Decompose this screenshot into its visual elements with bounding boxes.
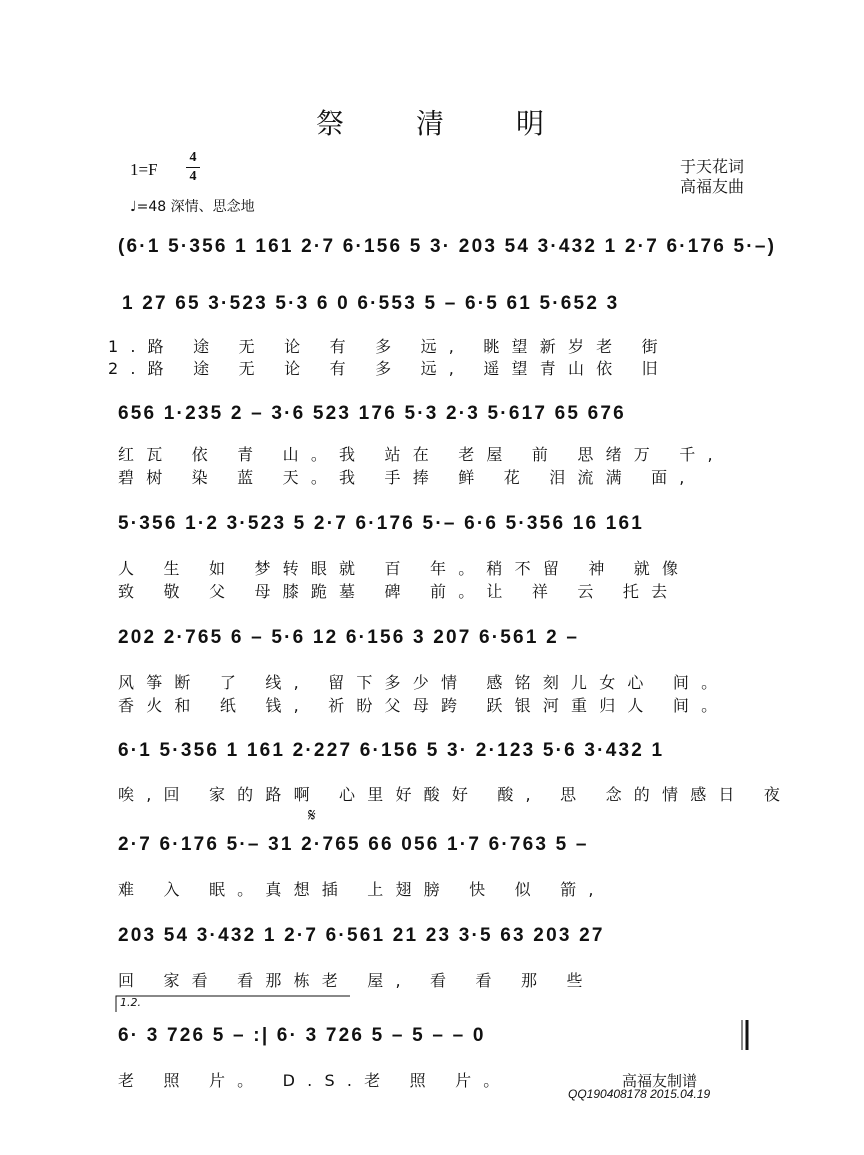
lyric-8: 回 家看 看那栋老 屋, 看 看 那 些 (118, 971, 595, 990)
notation-line-5: 202 2·765 6 – 5·6 12 6·156 3 207 6·561 2 – (118, 627, 580, 648)
lyric-9: 老 照 片。 D.S.老 照 片。 (118, 1071, 512, 1090)
title-char-1: 祭 (315, 107, 348, 140)
lyric-2-verse-1: 1.路 途 无 论 有 多 远, 眺望新岁老 街 (108, 337, 670, 356)
lyric-3-verse-2: 碧树 染 蓝 天。我 手捧 鲜 花 泪流满 面, (118, 468, 697, 487)
notation-line-7: 2·7 6·176 5·– 31 2·765 66 056 1·7 6·763 5 – (118, 834, 589, 855)
lyric-5-verse-1: 风筝断 了 线, 留下多少情 感铭刻儿女心 间。 (118, 673, 730, 692)
time-signature-top: 4 (189, 150, 197, 165)
lyric-3-verse-1: 红瓦 依 青 山。我 站在 老屋 前 思绪万 千, (118, 445, 725, 464)
lyric-2-verse-2: 2.路 途 无 论 有 多 远, 遥望青山依 旧 (108, 359, 670, 378)
score-maker: 高福友制谱 (622, 1072, 698, 1090)
time-signature-bottom: 4 (189, 169, 197, 184)
notation-line-3: 656 1·235 2 – 3·6 523 176 5·3 2·3 5·617 65 676 (118, 403, 626, 424)
title-char-2: 清 (415, 107, 448, 140)
lyric-6: 唉,回 家的路啊 心里好酸好 酸, 思 念的情感日 夜 (118, 785, 793, 804)
notation-line-6: 6·1 5·356 1 161 2·227 6·156 5 3· 2·123 5·6 3·432 1 (118, 740, 665, 761)
segno-sign: 𝄋 (308, 805, 316, 826)
volta-label: 1.2. (120, 996, 141, 1009)
lyric-4-verse-2: 致 敬 父 母膝跪墓 碑 前。让 祥 云 托去 (118, 582, 680, 601)
key-signature: 1=F (130, 160, 158, 179)
tempo-marking: ♩=48 深情、思念地 (130, 199, 255, 215)
notation-line-4: 5·356 1·2 3·523 5 2·7 6·176 5·– 6·6 5·356 16 161 (118, 513, 645, 534)
lyric-7: 难 入 眠。真想插 上翅膀 快 似 箭, (118, 880, 606, 899)
notation-line-9: 6· 3 726 5 – :| 6· 3 726 5 – 5 – – 0 (118, 1025, 486, 1046)
notation-line-1: (6·1 5·356 1 161 2·7 6·156 5 3· 203 54 3·432 1 2·7 6·176 5·–) (118, 236, 777, 257)
composer-credit: 高福友曲 (679, 177, 744, 196)
notation-line-2: 1 27 65 3·523 5·3 6 0 6·553 5 – 6·5 61 5·652 3 (122, 293, 620, 314)
title-char-3: 明 (516, 107, 549, 140)
qq-and-date: QQ190408178 2015.04.19 (568, 1087, 711, 1101)
notation-line-8: 203 54 3·432 1 2·7 6·561 21 23 3·5 63 203 27 (118, 925, 605, 946)
lyric-4-verse-1: 人 生 如 梦转眼就 百 年。稍不留 神 就像 (118, 559, 691, 578)
lyricist-credit: 于天花词 (679, 157, 744, 176)
lyric-5-verse-2: 香火和 纸 钱, 祈盼父母跨 跃银河重归人 间。 (118, 696, 730, 715)
